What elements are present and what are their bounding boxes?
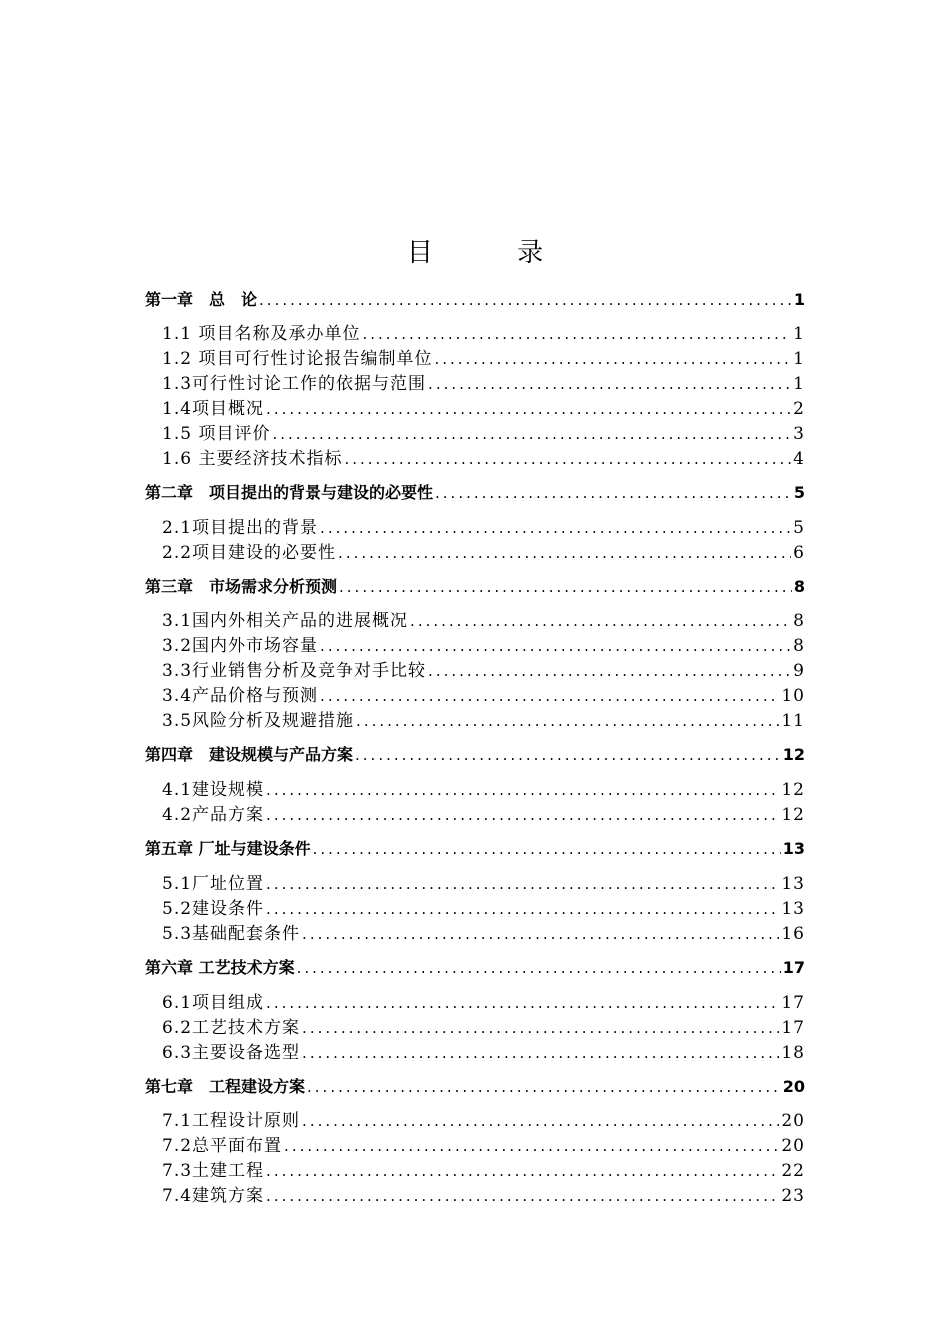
toc-entry-label: 5.2建设条件 (162, 899, 265, 919)
toc-entry-page-number: 20 (781, 1111, 805, 1131)
toc-chapter-entry[interactable] (145, 288, 805, 312)
toc-section-entry[interactable] (162, 397, 805, 421)
toc-entry-page-number: 13 (781, 899, 805, 919)
toc-section-entry[interactable] (162, 1184, 805, 1208)
toc-entry-page-number: 1 (793, 324, 805, 344)
toc-entry-page-number: 20 (782, 1077, 805, 1096)
toc-entry-label: 6.1项目组成 (162, 993, 265, 1013)
toc-entry-page-number: 8 (793, 611, 805, 631)
page-title: 目 录 (406, 238, 582, 268)
toc-entry-page-number: 9 (793, 661, 805, 681)
toc-dot-leader (434, 347, 791, 371)
toc-dot-leader (355, 743, 781, 767)
toc-entry-label: 1.1 项目名称及承办单位 (162, 324, 361, 344)
toc-dot-leader (266, 897, 779, 921)
toc-entry-page-number: 4 (793, 449, 805, 469)
toc-entry-label: 3.1国内外相关产品的进展概况 (162, 611, 409, 631)
toc-section-entry[interactable] (162, 803, 805, 827)
toc-entry-label: 3.5风险分析及规避措施 (162, 711, 355, 731)
toc-dot-leader (266, 778, 779, 802)
toc-chapter-entry[interactable] (145, 575, 805, 599)
toc-entry-page-number: 16 (781, 924, 805, 944)
toc-dot-leader (266, 872, 779, 896)
toc-dot-leader (307, 1075, 781, 1099)
toc-entry-label: 5.3基础配套条件 (162, 924, 301, 944)
toc-entry-page-number: 17 (781, 993, 805, 1013)
toc-section-entry[interactable] (162, 541, 805, 565)
toc-dot-leader (320, 634, 791, 658)
toc-section-entry[interactable] (162, 347, 805, 371)
toc-dot-leader (338, 541, 791, 565)
toc-entry-page-number: 1 (793, 349, 805, 369)
toc-entry-label: 4.1建设规模 (162, 780, 265, 800)
toc-section-entry[interactable] (162, 872, 805, 896)
toc-dot-leader (428, 372, 791, 396)
toc-entry-label: 5.1厂址位置 (162, 874, 265, 894)
toc-entry-label: 6.3主要设备选型 (162, 1043, 301, 1063)
toc-section-entry[interactable] (162, 372, 805, 396)
toc-entry-page-number: 2 (793, 399, 805, 419)
toc-entry-label: 3.3行业销售分析及竞争对手比较 (162, 661, 427, 681)
toc-dot-leader (266, 397, 791, 421)
toc-dot-leader (320, 516, 791, 540)
toc-entry-page-number: 23 (781, 1186, 805, 1206)
toc-entry-page-number: 8 (793, 636, 805, 656)
toc-section-entry[interactable] (162, 922, 805, 946)
toc-dot-leader (266, 991, 779, 1015)
toc-section-entry[interactable] (162, 659, 805, 683)
toc-dot-leader (272, 422, 791, 446)
toc-dot-leader (302, 922, 779, 946)
toc-chapter-entry[interactable] (145, 837, 805, 861)
toc-dot-leader (428, 659, 791, 683)
toc-section-entry[interactable] (162, 447, 805, 471)
toc-dot-leader (284, 1134, 779, 1158)
toc-dot-leader (302, 1016, 779, 1040)
toc-chapter-entry[interactable] (145, 956, 805, 980)
toc-section-entry[interactable] (162, 1159, 805, 1183)
toc-entry-page-number: 17 (782, 958, 805, 977)
toc-entry-page-number: 8 (793, 577, 805, 596)
toc-entry-page-number: 13 (781, 874, 805, 894)
toc-entry-label: 3.4产品价格与预测 (162, 686, 319, 706)
toc-section-entry[interactable] (162, 634, 805, 658)
toc-entry-label: 1.3可行性讨论工作的依据与范围 (162, 374, 427, 394)
toc-entry-label: 第七章 工程建设方案 (145, 1077, 306, 1096)
toc-entry-page-number: 3 (793, 424, 805, 444)
toc-entry-page-number: 18 (781, 1043, 805, 1063)
toc-entry-label: 1.2 项目可行性讨论报告编制单位 (162, 349, 433, 369)
toc-entry-label: 第四章 建设规模与产品方案 (145, 745, 354, 764)
toc-entry-page-number: 5 (793, 518, 805, 538)
toc-section-entry[interactable] (162, 1041, 805, 1065)
toc-dot-leader (266, 803, 779, 827)
toc-entry-label: 第三章 市场需求分析预测 (145, 577, 338, 596)
toc-dot-leader (266, 1159, 779, 1183)
toc-entry-label: 1.4项目概况 (162, 399, 265, 419)
toc-entry-page-number: 6 (793, 543, 805, 563)
toc-entry-label: 7.3土建工程 (162, 1161, 265, 1181)
toc-dot-leader (339, 575, 792, 599)
toc-entry-page-number: 20 (781, 1136, 805, 1156)
toc-entry-label: 第一章 总 论 (145, 290, 258, 309)
toc-section-entry[interactable] (162, 1134, 805, 1158)
toc-dot-leader (302, 1041, 779, 1065)
toc-entry-label: 6.2工艺技术方案 (162, 1018, 301, 1038)
toc-entry-page-number: 10 (781, 686, 805, 706)
toc-dot-leader (320, 684, 779, 708)
toc-chapter-entry[interactable] (145, 743, 805, 767)
toc-entry-page-number: 5 (793, 483, 805, 502)
toc-entry-label: 3.2国内外市场容量 (162, 636, 319, 656)
toc-section-entry[interactable] (162, 709, 805, 733)
toc-entry-label: 第二章 项目提出的背景与建设的必要性 (145, 483, 434, 502)
toc-dot-leader (266, 1184, 779, 1208)
toc-entry-label: 第五章 厂址与建设条件 (145, 839, 311, 858)
toc-entry-page-number: 17 (781, 1018, 805, 1038)
toc-section-entry[interactable] (162, 516, 805, 540)
toc-dot-leader (297, 956, 781, 980)
toc-entry-label: 4.2产品方案 (162, 805, 265, 825)
toc-entry-label: 7.4建筑方案 (162, 1186, 265, 1206)
toc-dot-leader (362, 322, 791, 346)
toc-entry-label: 7.1工程设计原则 (162, 1111, 301, 1131)
toc-chapter-entry[interactable] (145, 1075, 805, 1099)
toc-dot-leader (344, 447, 791, 471)
toc-entry-page-number: 1 (793, 290, 805, 309)
toc-section-entry[interactable] (162, 684, 805, 708)
toc-section-entry[interactable] (162, 897, 805, 921)
toc-entry-page-number: 1 (793, 374, 805, 394)
toc-entry-page-number: 12 (782, 745, 805, 764)
toc-entry-label: 第六章 工艺技术方案 (145, 958, 295, 977)
toc-entry-page-number: 13 (782, 839, 805, 858)
toc-section-entry[interactable] (162, 322, 805, 346)
toc-entry-label: 2.2项目建设的必要性 (162, 543, 337, 563)
toc-section-entry[interactable] (162, 1016, 805, 1040)
toc-dot-leader (302, 1109, 779, 1133)
toc-section-entry[interactable] (162, 1109, 805, 1133)
toc-section-entry[interactable] (162, 991, 805, 1015)
toc-dot-leader (259, 288, 792, 312)
toc-dot-leader (313, 837, 781, 861)
toc-chapter-entry[interactable] (145, 481, 805, 505)
toc-entry-page-number: 12 (781, 780, 805, 800)
toc-section-entry[interactable] (162, 778, 805, 802)
toc-dot-leader (410, 609, 791, 633)
toc-entry-label: 1.5 项目评价 (162, 424, 271, 444)
toc-section-entry[interactable] (162, 609, 805, 633)
toc-entry-page-number: 12 (781, 805, 805, 825)
toc-entry-page-number: 11 (781, 711, 805, 731)
toc-dot-leader (356, 709, 779, 733)
toc-section-entry[interactable] (162, 422, 805, 446)
toc-entry-label: 2.1项目提出的背景 (162, 518, 319, 538)
toc-entry-label: 7.2总平面布置 (162, 1136, 283, 1156)
toc-entry-page-number: 22 (781, 1161, 805, 1181)
toc-entry-label: 1.6 主要经济技术指标 (162, 449, 343, 469)
toc-dot-leader (435, 481, 792, 505)
